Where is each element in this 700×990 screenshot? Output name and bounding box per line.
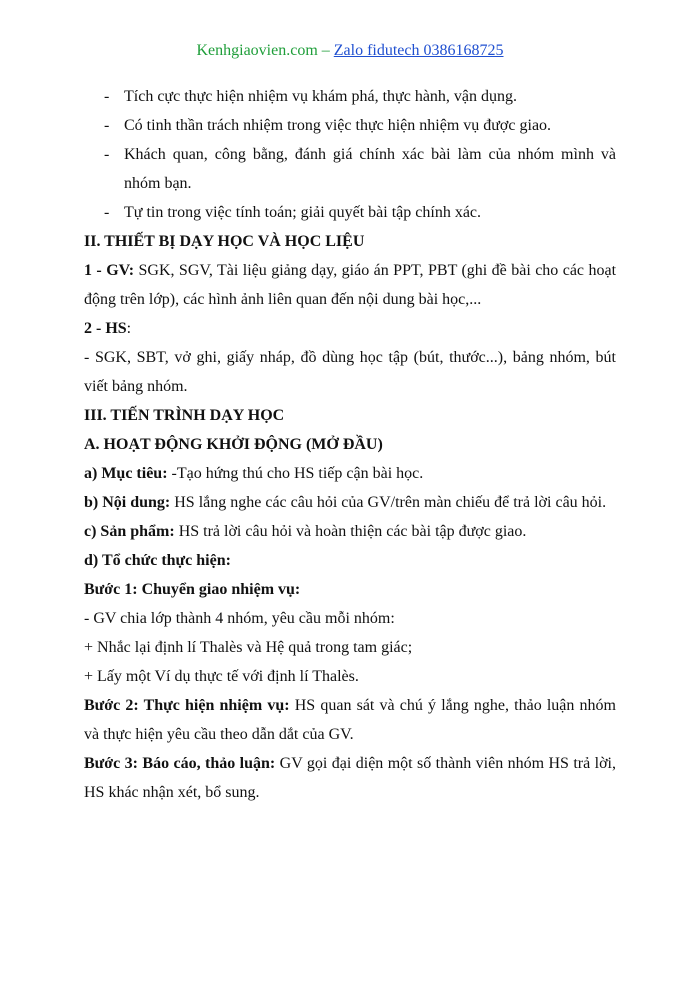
- bullet-dash: -: [104, 88, 110, 105]
- product: c) Sản phẩm: HS trả lời câu hỏi và hoàn thiện các bài tập được giao.: [84, 523, 527, 540]
- gv-materials: [84, 256, 616, 314]
- list-item: [84, 140, 616, 198]
- bullet-dash: -: [104, 117, 110, 134]
- hs-label-line: 2 - HS:: [84, 320, 132, 337]
- organization-heading: d) Tổ chức thực hiện:: [84, 552, 231, 569]
- activity-heading: A. HOẠT ĐỘNG KHỞI ĐỘNG (MỞ ĐẦU): [84, 436, 383, 453]
- step1-line: + Nhắc lại định lí Thalès và Hệ quả trong tam giác;: [84, 639, 413, 656]
- step1-line: - GV chia lớp thành 4 nhóm, yêu cầu mỗi nhóm:: [84, 610, 395, 627]
- step3-label: Bước 3: Báo cáo, thảo luận:: [84, 755, 276, 772]
- header-separator: –: [321, 42, 330, 59]
- objective-label: a) Mục tiêu:: [84, 465, 168, 482]
- product-label: c) Sản phẩm:: [84, 523, 175, 540]
- bullet-text: Tự tin trong việc tính toán; giải quyết bài tập chính xác.: [124, 204, 482, 221]
- site-name[interactable]: Kenhgiaovien.com: [196, 42, 318, 59]
- document-body: [84, 82, 616, 807]
- list-item: [84, 198, 616, 227]
- bullet-dash: -: [104, 146, 110, 163]
- section-heading-equipment: II. THIẾT BỊ DẠY HỌC VÀ HỌC LIỆU: [84, 233, 365, 250]
- step1-line: + Lấy một Ví dụ thực tế với định lí Thalès.: [84, 668, 359, 685]
- step3: Bước 3: Báo cáo, thảo luận: GV gọi đại diện một số thành viên nhóm HS trả lời, HS khác nhận xét, bổ sung.: [84, 755, 616, 801]
- page-header: [0, 40, 700, 62]
- bullet-text: Tích cực thực hiện nhiệm vụ khám phá, thực hành, vận dụng.: [124, 88, 518, 105]
- contact-link[interactable]: Zalo fidutech 0386168725: [333, 42, 504, 59]
- bullet-text: Khách quan, công bằng, đánh giá chính xác bài làm của nhóm mình và nhóm bạn.: [124, 146, 616, 192]
- hs-label: 2 - HS: [84, 320, 127, 337]
- section-heading-process: III. TIẾN TRÌNH DẠY HỌC: [84, 407, 285, 424]
- step2: Bước 2: Thực hiện nhiệm vụ: HS quan sát và chú ý lắng nghe, thảo luận nhóm và thực hiện yêu cầu theo dẫn dắt của GV.: [84, 697, 617, 743]
- bullet-dash: -: [104, 204, 110, 221]
- hs-materials: - SGK, SBT, vở ghi, giấy nháp, đồ dùng học tập (bút, thước...), bảng nhóm, bút viết bảng nhóm.: [84, 349, 616, 395]
- list-item: [84, 111, 616, 140]
- gv-text: SGK, SGV, Tài liệu giảng dạy, giáo án PPT, PBT (ghi đề bài cho các hoạt động trên lớp), các hình ảnh liên quan đến nội dung bài học,...: [84, 262, 617, 308]
- objective: a) Mục tiêu: -Tạo hứng thú cho HS tiếp cận bài học.: [84, 465, 424, 482]
- content-label: b) Nội dung:: [84, 494, 171, 511]
- gv-label: 1 - GV:: [84, 262, 135, 279]
- bullet-text: Có tinh thần trách nhiệm trong việc thực hiện nhiệm vụ được giao.: [124, 117, 552, 134]
- step1-heading: Bước 1: Chuyển giao nhiệm vụ:: [84, 581, 301, 598]
- list-item: [84, 82, 616, 111]
- content-desc: b) Nội dung: HS lắng nghe các câu hỏi của GV/trên màn chiếu để trả lời câu hỏi.: [84, 494, 607, 511]
- step2-label: Bước 2: Thực hiện nhiệm vụ:: [84, 697, 290, 714]
